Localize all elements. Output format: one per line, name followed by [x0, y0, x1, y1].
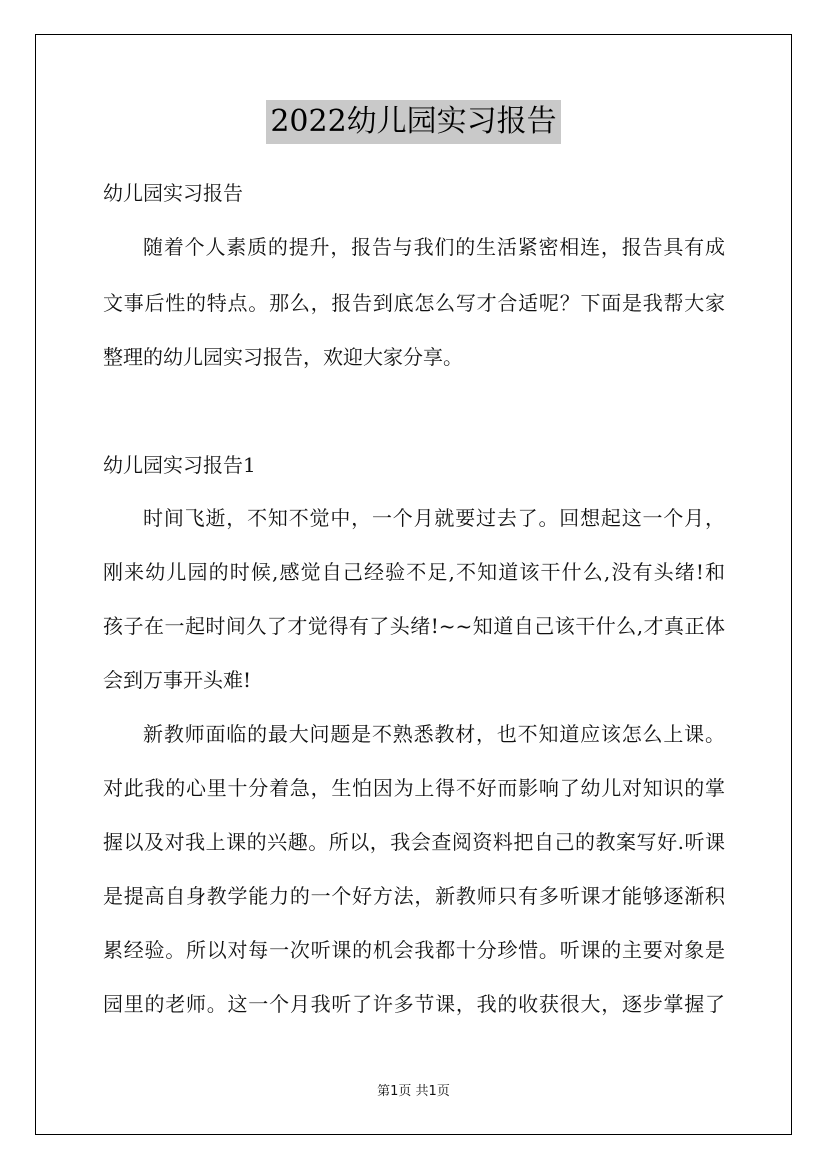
- section-heading-report-1: 幼儿园实习报告1: [103, 453, 256, 477]
- paragraph-line: 刚来幼儿园的时候,感觉自己经验不足,不知道该干什么,没有头绪!和: [103, 560, 725, 584]
- page-footer: 第1页 共1页: [377, 1084, 450, 1099]
- paragraph-line: 会到万事开头难!: [103, 668, 252, 692]
- paragraph-line: 对此我的心里十分着急，生怕因为上得不好而影响了幼儿对知识的掌: [103, 776, 725, 800]
- document-title: 2022幼儿园实习报告: [266, 100, 560, 144]
- paragraph-line: 文事后性的特点。那么，报告到底怎么写才合适呢？下面是我帮大家: [103, 291, 725, 315]
- paragraph-line: 握以及对我上课的兴趣。所以，我会查阅资料把自己的教案写好.听课: [103, 830, 725, 854]
- title-container: [0, 100, 827, 144]
- paragraph-line: 随着个人素质的提升，报告与我们的生活紧密相连，报告具有成: [143, 235, 725, 259]
- paragraph-line: 新教师面临的最大问题是不熟悉教材，也不知道应该怎么上课。: [143, 722, 725, 746]
- paragraph-line: 整理的幼儿园实习报告，欢迎大家分享。: [103, 345, 463, 369]
- paragraph-line: 孩子在一起时间久了才觉得有了头绪!~~知道自己该干什么,才真正体: [103, 614, 725, 638]
- paragraph-line: 园里的老师。这一个月我听了许多节课，我的收获很大，逐步掌握了: [103, 992, 725, 1016]
- paragraph-line: 是提高自身教学能力的一个好方法，新教师只有多听课才能够逐渐积: [103, 884, 725, 908]
- paragraph-line: 时间飞逝，不知不觉中，一个月就要过去了。回想起这一个月，: [143, 506, 725, 530]
- section-heading-intro: 幼儿园实习报告: [103, 181, 243, 205]
- paragraph-line: 累经验。所以对每一次听课的机会我都十分珍惜。听课的主要对象是: [103, 938, 725, 962]
